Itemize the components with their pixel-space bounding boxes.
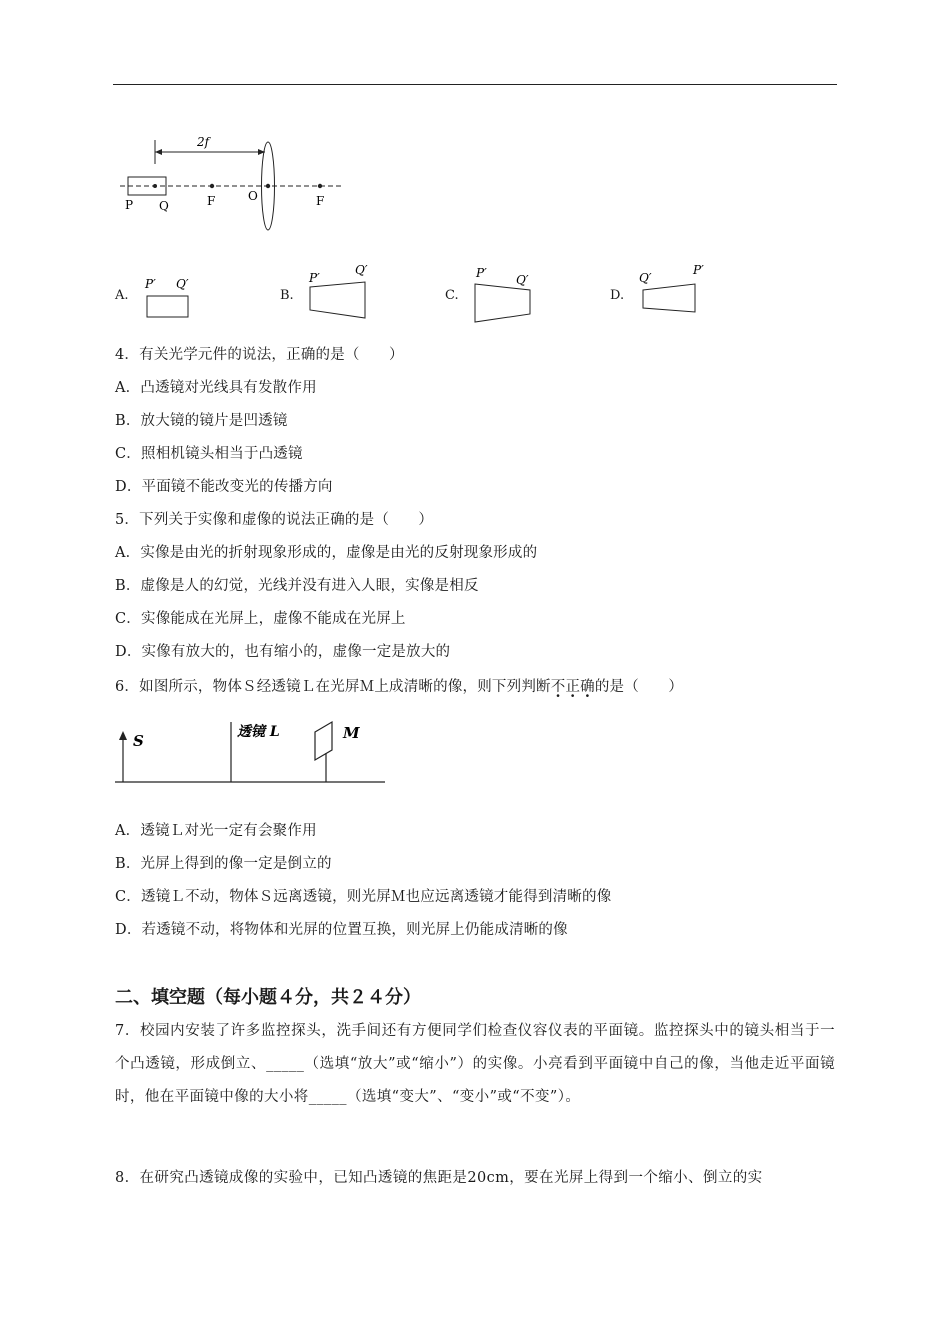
q3-option-d-figure: [635, 260, 710, 320]
object-label: S: [133, 732, 144, 750]
q5-option-c: C．实像能成在光屏上，虚像不能成在光屏上: [115, 611, 406, 627]
label-f-right: F: [316, 194, 325, 208]
optics-bench-diagram: [115, 712, 390, 787]
label-q: Q: [159, 199, 169, 213]
svg-text:P′: P′: [145, 277, 156, 291]
q5-stem: 5．下列关于实像和虚像的说法正确的是（ ）: [115, 512, 434, 528]
q7-text: 7．校园内安装了许多监控探头，洗手间还有方便同学们检查仪容仪表的平面镜。监控探头中的镜头相当于一个凸透镜，形成倒立、_____（选填“放大”或“缩小”）的实像。小亮看到平面镜中自己的像，当他走近平面镜时，他在平面镜中像的大小将_____（选填“变大”、“变小”或“不变”）。: [115, 1023, 835, 1105]
section-heading: 二、填空题（每小题４分，共２４分）: [115, 987, 421, 1008]
q6-option-a: A．透镜Ｌ对光一定有会聚作用: [115, 823, 317, 839]
lens-diagram: [115, 130, 355, 235]
q6-option-d: D．若透镜不动，将物体和光屏的位置互换，则光屏上仍能成清晰的像: [115, 922, 568, 938]
q5-option-b: B．虚像是人的幻觉，光线并没有进入人眼，实像是相反: [115, 578, 479, 594]
svg-text:Q′: Q′: [639, 271, 652, 285]
q3-option-d-letter: D.: [610, 288, 625, 303]
lens-label: 透镜 L: [237, 724, 280, 740]
q6-option-b: B．光屏上得到的像一定是倒立的: [115, 856, 332, 872]
svg-text:Q′: Q′: [176, 277, 189, 291]
svg-text:Q′: Q′: [355, 263, 368, 277]
svg-text:P′: P′: [476, 266, 487, 280]
screen-label: M: [343, 724, 360, 742]
emphasis-char: 确: [580, 679, 595, 695]
q3-option-b-letter: B.: [280, 288, 294, 303]
q8-text: 8．在研究凸透镜成像的实验中，已知凸透镜的焦距是20cm，要在光屏上得到一个缩小、倒立的实: [115, 1170, 763, 1186]
header-rule: [113, 84, 837, 85]
q3-option-c-letter: C.: [445, 288, 459, 303]
q4-option-d: D．平面镜不能改变光的传播方向: [115, 479, 333, 495]
emphasis-char: 正: [565, 679, 581, 695]
q3-option-b-figure: [305, 260, 375, 324]
label-o: O: [248, 189, 258, 203]
q4-stem: 4．有关光学元件的说法，正确的是（ ）: [115, 347, 404, 363]
q4-option-c: C．照相机镜头相当于凸透镜: [115, 446, 303, 462]
svg-text:P′: P′: [693, 263, 704, 277]
q3-option-a-figure: [140, 272, 200, 324]
q5-option-d: D．实像有放大的，也有缩小的，虚像一定是放大的: [115, 644, 451, 660]
svg-text:P′: P′: [309, 271, 320, 285]
label-p: P: [125, 198, 134, 212]
q4-option-a: A．凸透镜对光线具有发散作用: [115, 380, 317, 396]
svg-text:Q′: Q′: [516, 273, 529, 287]
dist-label: 2f: [197, 135, 210, 149]
q4-option-b: B．放大镜的镜片是凹透镜: [115, 413, 288, 429]
q3-option-c-figure: [470, 262, 540, 326]
q6-option-c: C．透镜Ｌ不动，物体Ｓ远离透镜，则光屏Ｍ也应远离透镜才能得到清晰的像: [115, 889, 612, 905]
emphasis-char: 不: [550, 679, 566, 695]
q6-stem: 6．如图所示，物体Ｓ经透镜Ｌ在光屏Ｍ上成清晰的像，则下列判断不正确的是（ ）: [115, 679, 684, 695]
label-f-left: F: [207, 194, 216, 208]
q3-option-a-letter: A.: [115, 288, 129, 303]
q5-option-a: A．实像是由光的折射现象形成的，虚像是由光的反射现象形成的: [115, 545, 538, 561]
